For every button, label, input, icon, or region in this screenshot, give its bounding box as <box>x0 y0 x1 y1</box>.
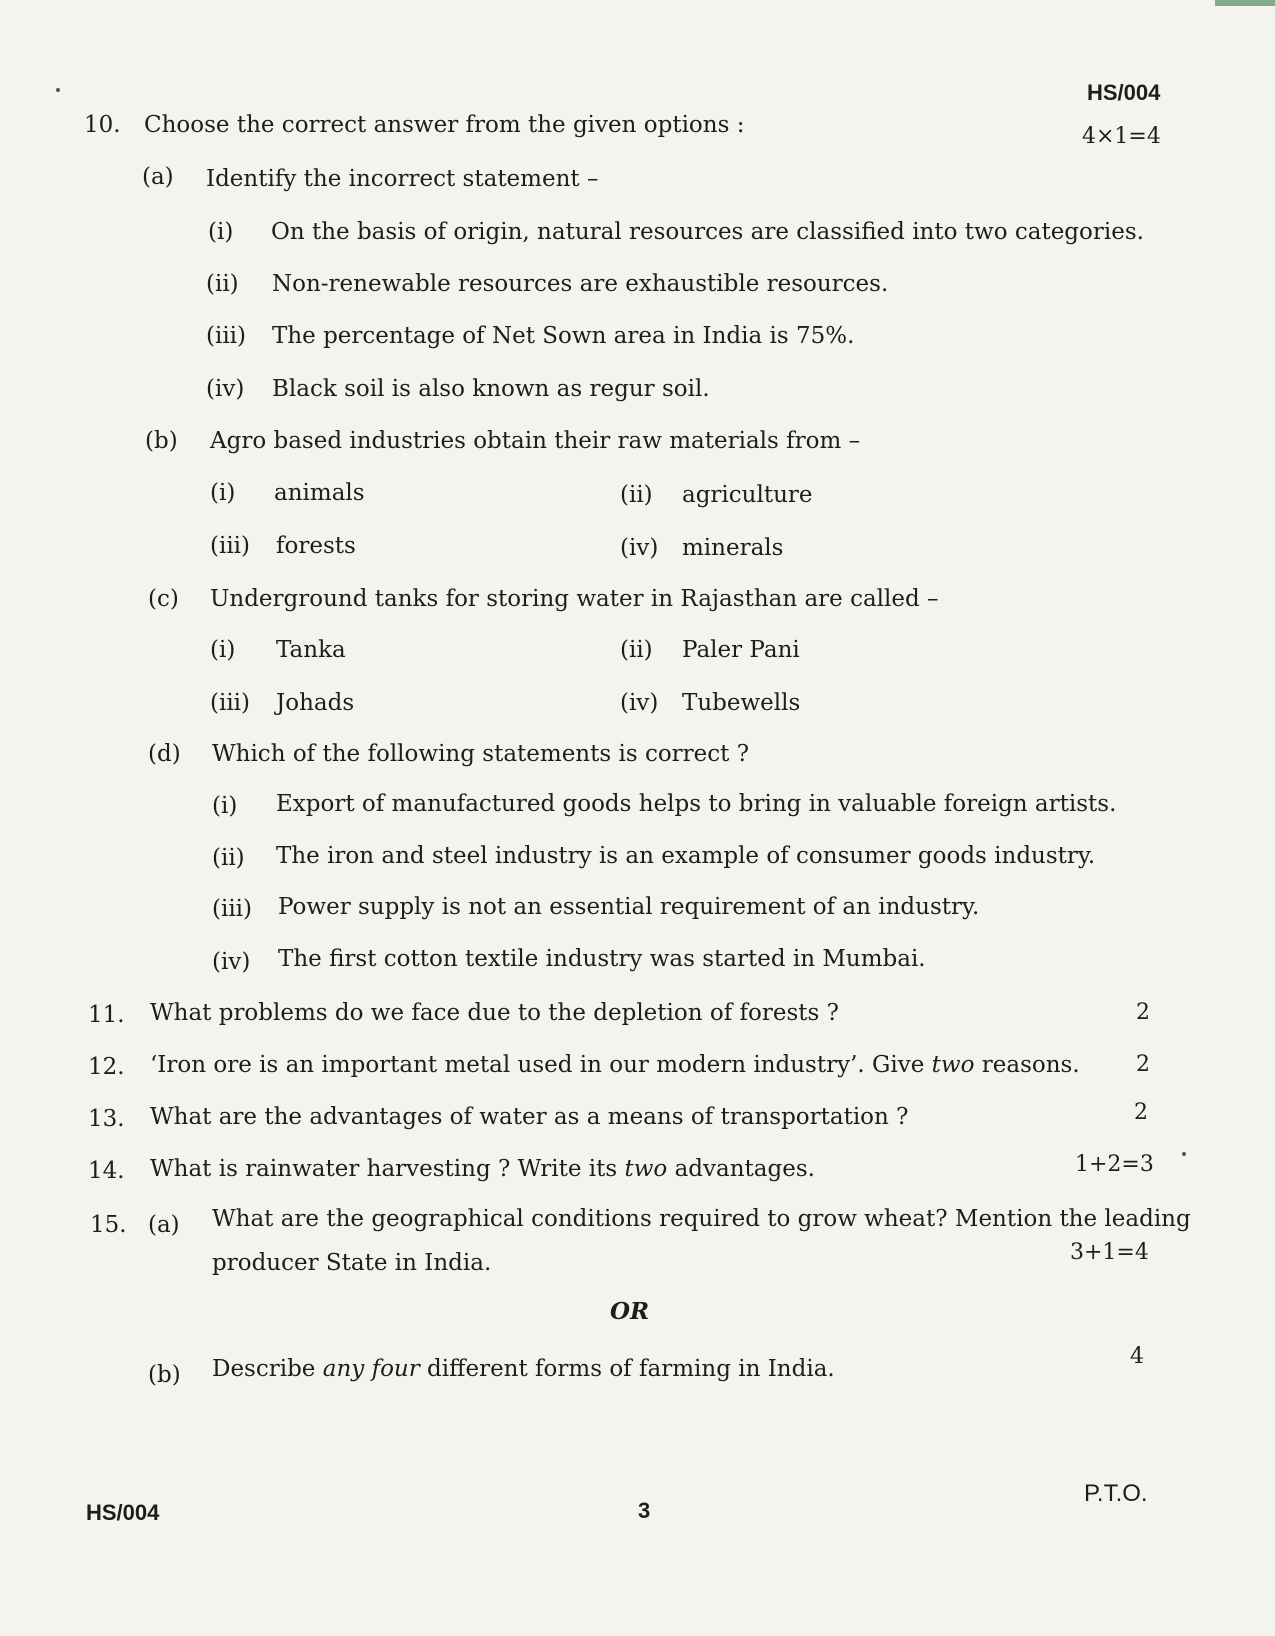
or-separator: OR <box>610 1298 650 1325</box>
q15b-text <box>212 1356 835 1382</box>
scan-speck <box>1182 1152 1186 1156</box>
q15a-marks: 3+1=4 <box>1070 1240 1149 1265</box>
q10b-opt4-text: minerals <box>682 535 784 561</box>
q10d-opt4-text: The first cotton textile industry was started in Mumbai. <box>278 946 926 972</box>
pto-label: P.T.O. <box>1084 1480 1148 1507</box>
q10c-opt2-text: Paler Pani <box>682 637 800 663</box>
q10d-opt2-label: (ii) <box>212 845 245 871</box>
q10d-opt4-label: (iv) <box>212 949 251 975</box>
q10-marks: 4×1=4 <box>1082 124 1161 149</box>
q10c-opt4-label: (iv) <box>620 690 659 716</box>
q10c-opt1-label: (i) <box>210 637 236 663</box>
q14-text-italic: two <box>624 1156 668 1182</box>
q10a-opt3-text: The percentage of Net Sown area in India is 75%. <box>272 323 855 349</box>
q10c-opt3-label: (iii) <box>210 690 251 716</box>
scan-edge-mark <box>1215 0 1275 6</box>
q10b-opt1-text: animals <box>274 480 365 506</box>
q14-text <box>150 1156 815 1182</box>
q10b-opt3-label: (iii) <box>210 533 251 559</box>
q11-marks: 2 <box>1136 1000 1150 1025</box>
q15-number: 15. <box>90 1212 127 1238</box>
q10d-text: Which of the following statements is correct ? <box>212 741 750 767</box>
q10d-opt1-text: Export of manufactured goods helps to bring in valuable foreign artists. <box>276 791 1117 817</box>
q10a-opt2-label: (ii) <box>206 271 239 297</box>
q10a-opt2-text: Non-renewable resources are exhaustible resources. <box>272 271 889 297</box>
q12-text-italic: two <box>931 1052 975 1078</box>
q10c-opt3-text: Johads <box>276 690 355 716</box>
q10b-label: (b) <box>145 428 178 454</box>
q15b-marks: 4 <box>1130 1344 1144 1369</box>
q10-number: 10. <box>84 112 121 138</box>
q10b-opt4-label: (iv) <box>620 535 659 561</box>
q10a-opt3-label: (iii) <box>206 323 247 349</box>
q12-text <box>150 1052 1080 1078</box>
q14-marks: 1+2=3 <box>1075 1152 1154 1177</box>
page-number: 3 <box>638 1498 651 1523</box>
q13-text: What are the advantages of water as a means of transportation ? <box>150 1104 909 1130</box>
q10d-opt3-text: Power supply is not an essential requirement of an industry. <box>278 894 980 920</box>
q10c-label: (c) <box>148 586 179 612</box>
q10b-opt2-label: (ii) <box>620 482 653 508</box>
q11-number: 11. <box>88 1002 125 1028</box>
q10c-opt2-label: (ii) <box>620 637 653 663</box>
q10d-label: (d) <box>148 741 181 767</box>
q15b-text-italic: any four <box>322 1356 420 1382</box>
q15b-text-b: different forms of farming in India. <box>419 1356 835 1382</box>
q15b-label: (b) <box>148 1362 181 1388</box>
q15a-label: (a) <box>148 1212 180 1238</box>
header-code: HS/004 <box>1087 80 1161 105</box>
q10b-opt1-label: (i) <box>210 480 236 506</box>
q10a-opt4-text: Black soil is also known as regur soil. <box>272 376 710 402</box>
q14-text-a: What is rainwater harvesting ? Write its <box>150 1156 625 1182</box>
q10c-opt1-text: Tanka <box>276 637 346 663</box>
q10b-opt2-text: agriculture <box>682 482 813 508</box>
q10a-label: (a) <box>142 164 174 190</box>
q10c-opt4-text: Tubewells <box>682 690 801 716</box>
q10d-opt2-text: The iron and steel industry is an example of consumer goods industry. <box>276 843 1096 869</box>
q14-number: 14. <box>88 1158 125 1184</box>
q12-text-b: reasons. <box>974 1052 1080 1078</box>
q12-number: 12. <box>88 1054 125 1080</box>
q10a-text: Identify the incorrect statement – <box>206 166 599 192</box>
q14-text-b: advantages. <box>667 1156 815 1182</box>
q11-text: What problems do we face due to the depletion of forests ? <box>150 1000 839 1026</box>
q10b-text: Agro based industries obtain their raw materials from – <box>210 428 861 454</box>
q12-marks: 2 <box>1136 1052 1150 1077</box>
q10d-opt1-label: (i) <box>212 793 238 819</box>
q10a-opt1-label: (i) <box>208 219 234 245</box>
q13-number: 13. <box>88 1106 125 1132</box>
q15b-text-a: Describe <box>212 1356 323 1382</box>
q10-text: Choose the correct answer from the given options : <box>144 112 745 138</box>
q15a-line1: What are the geographical conditions required to grow wheat? Mention the leading <box>212 1206 1191 1232</box>
q12-text-a: ‘Iron ore is an important metal used in our modern industry’. Give <box>150 1052 932 1078</box>
scan-speck <box>56 88 60 92</box>
q10b-opt3-text: forests <box>276 533 356 559</box>
q10a-opt1-text: On the basis of origin, natural resources are classified into two categories. <box>271 219 1144 245</box>
q15a-line2: producer State in India. <box>212 1250 492 1276</box>
footer-code: HS/004 <box>86 1500 160 1525</box>
q10a-opt4-label: (iv) <box>206 376 245 402</box>
q10d-opt3-label: (iii) <box>212 896 253 922</box>
q10c-text: Underground tanks for storing water in Rajasthan are called – <box>210 586 939 612</box>
q13-marks: 2 <box>1134 1100 1148 1125</box>
